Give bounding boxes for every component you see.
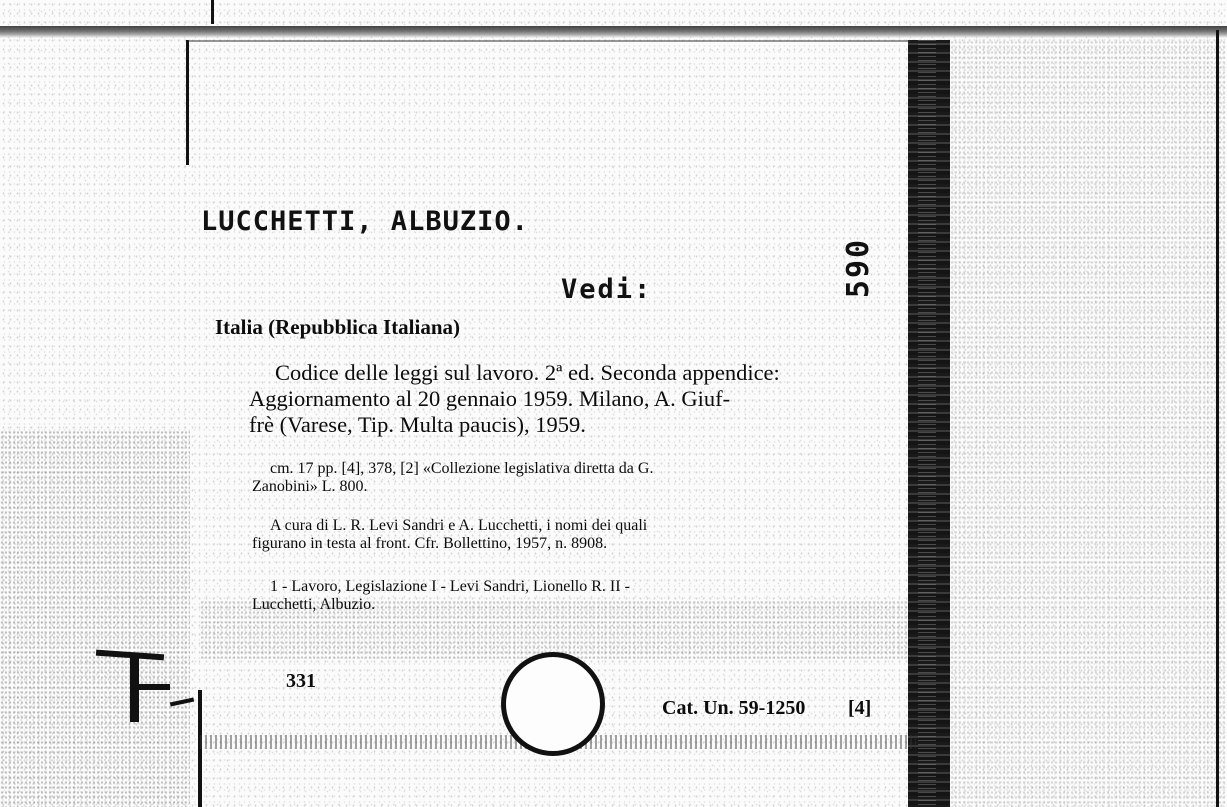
side-stamp-number: 590 <box>841 237 876 299</box>
note-line: Lucchetti, Albuzio. <box>252 596 376 613</box>
subject-tracing-note <box>252 578 912 614</box>
note-line: Zanobini» L. 800. <box>252 478 368 495</box>
editor-note <box>252 517 912 553</box>
entry-heading: Italia (Repubblica Italiana) <box>215 315 461 339</box>
note-line: cm. 17 pp. [4], 378, [2] «Collezione legislativa diretta da G. <box>270 460 654 477</box>
description-line: Aggiornamento al 20 gennaio 1959. Milano, A. Giuf- <box>249 386 731 411</box>
note-line: A cura di L. R. Levi Sandri e A. Lucchetti, i nomi dei quali <box>270 517 648 534</box>
physical-description-note <box>252 460 912 496</box>
scan-noise-right <box>950 40 1227 807</box>
handwritten-f-mark <box>96 642 194 724</box>
punch-hole <box>501 652 605 756</box>
catalog-count: [4] <box>848 697 872 719</box>
author-heading: LUCCHETTI, ALBUZIO. <box>201 206 529 237</box>
note-line: 1 - Lavoro, Legislazione I - Levi Sandri, Lionello R. II - <box>270 578 630 595</box>
catalog-number: Cat. Un. 59-1250 <box>662 697 806 719</box>
card-top-edge <box>188 40 910 42</box>
description-line: frè (Varese, Tip. Multa paucis), 1959. <box>249 412 586 437</box>
description-line: Codice delle leggi sul lavoro. 2ª ed. Seconda appendice: <box>275 360 780 385</box>
card-binding-strip <box>908 40 950 807</box>
right-edge-line <box>1216 30 1219 807</box>
entry-description <box>249 360 909 438</box>
top-border-line <box>0 26 1227 38</box>
top-divider-line <box>211 0 214 24</box>
card-left-edge-upper <box>186 40 189 165</box>
scan-noise-left <box>0 430 190 807</box>
note-line: figurano in testa al front. Cfr. Bollettino, 1957, n. 8908. <box>252 535 608 552</box>
see-reference-label: Vedi: <box>561 274 653 305</box>
card-page-number: 331 <box>286 670 316 692</box>
